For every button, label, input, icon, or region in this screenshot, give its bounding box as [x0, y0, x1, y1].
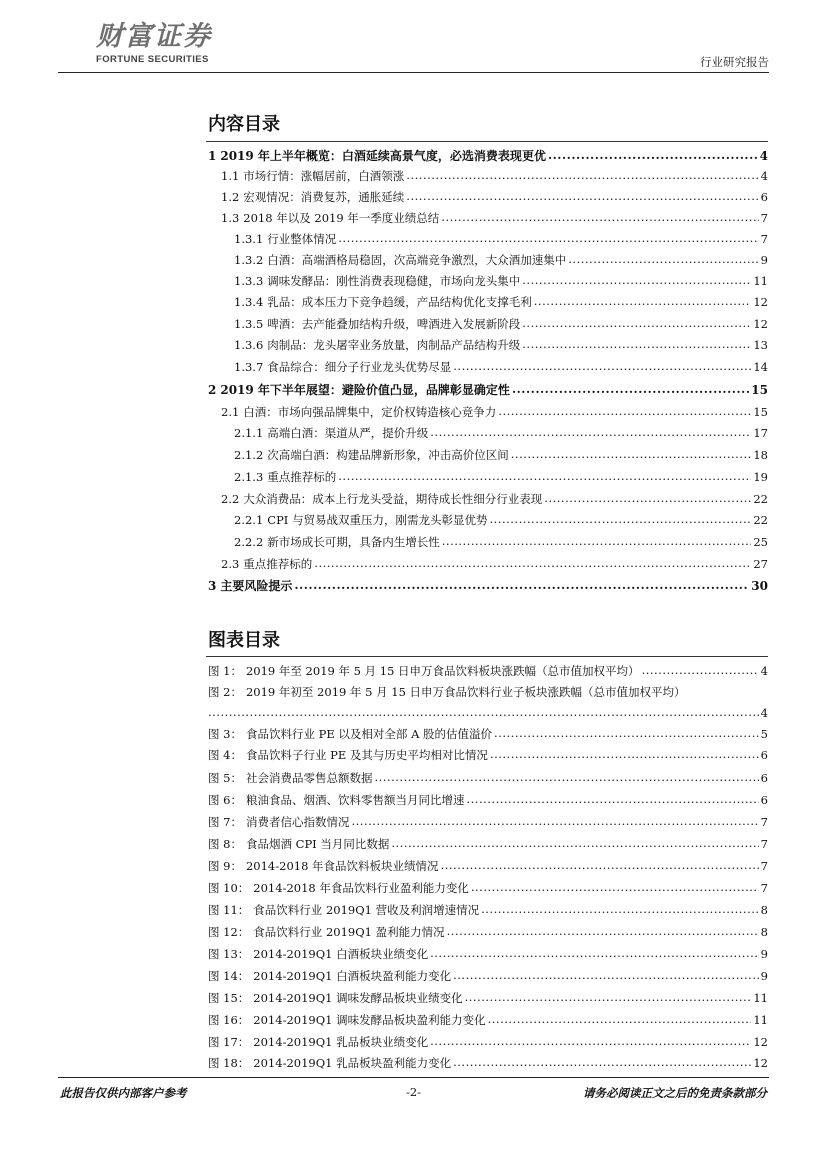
- dot-leader: [488, 1009, 752, 1029]
- figure-entry-label: 图 4：: [208, 748, 242, 762]
- toc-entry-page: 6: [760, 190, 768, 204]
- dot-leader: [494, 723, 759, 743]
- toc-entry-number: 2.1.3: [234, 470, 264, 484]
- toc-entry-number: 1: [208, 149, 217, 163]
- toc-entry-text: 大众消费品：成本上行龙头受益，期待成长性细分行业表现: [243, 492, 543, 506]
- toc-entry-1-3-5[interactable]: [234, 314, 768, 334]
- figure-entry-7[interactable]: [208, 812, 768, 832]
- dot-leader: [544, 488, 751, 508]
- dot-leader: [447, 921, 759, 941]
- figure-entry-11[interactable]: [208, 900, 768, 920]
- toc-entry-2[interactable]: [208, 380, 768, 400]
- dot-leader: [208, 702, 761, 722]
- toc-entry-text: 2018 年以及 2019 年一季度业绩总结: [243, 211, 440, 225]
- dot-leader: [441, 207, 758, 227]
- figure-entry-text: 食品烟酒 CPI 当月同比数据: [245, 837, 390, 851]
- toc-entry-1-3-3[interactable]: [234, 271, 768, 291]
- logo-english-name: FORTUNE SECURITIES: [96, 54, 209, 65]
- dot-leader: [465, 987, 752, 1007]
- toc-entry-number: 2.1.2: [234, 448, 264, 462]
- figure-entry-page: 4: [760, 664, 768, 678]
- figure-entry-page: 5: [760, 727, 768, 741]
- figure-entry-label: 图 9：: [208, 859, 242, 873]
- figure-entry-page: 9: [760, 969, 768, 983]
- figure-entry-label: 图 3：: [208, 727, 242, 741]
- dot-leader: [534, 291, 752, 311]
- toc-entry-page: 11: [753, 274, 768, 288]
- dot-leader: [351, 811, 758, 831]
- toc-entry-text: 食品综合：细分子行业龙头优势尽显: [267, 360, 452, 374]
- toc-entry-page: 17: [753, 426, 768, 440]
- toc-entry-number: 1.1: [221, 169, 240, 183]
- figure-entry-label: 图 11：: [208, 903, 250, 917]
- dot-leader: [511, 444, 752, 464]
- dot-leader: [453, 1052, 751, 1072]
- toc-entry-1-3[interactable]: [221, 208, 768, 228]
- toc-entry-number: 1.3: [221, 211, 240, 225]
- figure-entry-13[interactable]: [208, 944, 768, 964]
- figure-entry-16[interactable]: [208, 1010, 768, 1030]
- figure-entry-label: 图 2：: [208, 685, 242, 699]
- toc-entry-page: 4: [759, 149, 768, 163]
- toc-entry-page: 4: [760, 169, 768, 183]
- toc-entry-1-3-6[interactable]: [234, 335, 768, 355]
- toc-entry-text: 啤酒：去产能叠加结构升级，啤酒进入发展新阶段: [267, 317, 521, 331]
- toc-entry-page: 12: [753, 295, 768, 309]
- toc-entry-page: 13: [753, 338, 768, 352]
- toc-entry-number: 2.1: [221, 405, 240, 419]
- figure-entry-text: 2014-2019Q1 调味发酵品板块盈利能力变化: [253, 1013, 486, 1027]
- dot-leader: [430, 422, 751, 442]
- toc-entry-text: 重点推荐标的: [267, 470, 337, 484]
- figure-entry-text: 食品饮料行业 PE 以及相对全部 A 股的估值溢价: [245, 727, 493, 741]
- toc-entry-1-3-7[interactable]: [234, 357, 768, 377]
- dot-leader: [406, 186, 758, 206]
- figure-entry-text: 2014-2019Q1 调味发酵品板块业绩变化: [253, 991, 463, 1005]
- figure-entry-14[interactable]: [208, 966, 768, 986]
- toc-entry-page: 7: [760, 232, 768, 246]
- figure-entry-page: 11: [753, 1013, 768, 1027]
- figure-entry-page: 6: [760, 771, 768, 785]
- toc-entry-text: 肉制品：龙头屠宰业务放量，肉制品产品结构升级: [267, 338, 521, 352]
- toc-entry-2-2[interactable]: [221, 489, 768, 509]
- footer-disclaimer-left: 此报告仅供内部客户参考: [60, 1086, 187, 1100]
- toc-entry-page: 9: [760, 253, 768, 267]
- figure-entry-label: 图 8：: [208, 837, 242, 851]
- toc-entry-text: 新市场成长可期，具备内生增长性: [267, 535, 440, 549]
- figure-entry-page: 4: [760, 706, 768, 720]
- dot-leader: [522, 313, 751, 333]
- dot-leader: [490, 744, 759, 764]
- footer-divider: [58, 1077, 769, 1078]
- dot-leader: [314, 553, 751, 573]
- figure-entry-4[interactable]: [208, 745, 768, 765]
- toc-entry-text: 市场行情：涨幅居前，白酒领涨: [243, 169, 405, 183]
- page-number: -2-: [405, 1085, 422, 1099]
- figure-entry-3[interactable]: [208, 724, 768, 744]
- dot-leader: [391, 833, 758, 853]
- figure-entry-text: 社会消费品零售总额数据: [245, 771, 373, 785]
- dot-leader: [442, 531, 752, 551]
- dot-leader: [441, 855, 759, 875]
- toc-entry-2-1-3[interactable]: [234, 467, 768, 487]
- toc-entry-page: 19: [753, 470, 768, 484]
- figure-entry-text: 2014-2018 年食品饮料板块业绩情况: [245, 859, 439, 873]
- toc-entry-number: 1.3.2: [234, 253, 264, 267]
- logo-chinese-name: 财富证券: [96, 21, 212, 52]
- dot-leader: [453, 965, 759, 985]
- toc-entry-number: 1.3.5: [234, 317, 264, 331]
- toc-entry-1-3-4[interactable]: [234, 292, 768, 312]
- dot-leader: [522, 334, 751, 354]
- figure-entry-page: 11: [753, 991, 768, 1005]
- toc-entry-text: 2019 年上半年概览：白酒延续高景气度，必选消费表现更优: [220, 149, 546, 163]
- toc-entry-text: 乳品：成本压力下竞争趋缓，产品结构优化支撑毛利: [267, 295, 532, 309]
- toc-entry-number: 1.3.1: [234, 232, 264, 246]
- toc-entry-1-3-2[interactable]: [234, 250, 768, 270]
- toc-entry-page: 15: [753, 405, 768, 419]
- figure-entry-page: 7: [760, 815, 768, 829]
- toc-entry-2-1-1[interactable]: [234, 423, 768, 443]
- figure-entry-page: 7: [760, 859, 768, 873]
- figure-entry-1[interactable]: [208, 661, 768, 681]
- toc-entry-text: 次高端白酒：构建品牌新形象，冲击高价位区间: [267, 448, 509, 462]
- header-divider: [58, 72, 769, 73]
- toc-entry-page: 27: [753, 557, 768, 571]
- toc-title-divider: [206, 141, 768, 142]
- toc-entry-1-1[interactable]: [221, 166, 768, 186]
- figure-entry-5[interactable]: [208, 768, 768, 788]
- toc-entry-number: 2.1.1: [234, 426, 264, 440]
- figure-entry-text: 2014-2018 年食品饮料行业盈利能力变化: [253, 881, 469, 895]
- toc-entry-number: 2.2: [221, 492, 240, 506]
- dot-leader: [294, 575, 749, 595]
- figures-title: 图表目录: [208, 630, 280, 651]
- toc-entry-page: 14: [753, 360, 768, 374]
- toc-entry-2-2-2[interactable]: [234, 532, 768, 552]
- dot-leader: [453, 356, 751, 376]
- toc-entry-page: 22: [753, 492, 768, 506]
- figure-entry-label: 图 5：: [208, 771, 242, 785]
- figure-entry-label: 图 14：: [208, 969, 250, 983]
- figure-entry-text: 2019 年初至 2019 年 5 月 15 日申万食品饮料行业子板块涨跌幅（总市值加权平均）: [245, 685, 686, 699]
- dot-leader: [642, 660, 759, 680]
- toc-entry-number: 2.2.2: [234, 535, 264, 549]
- figure-entry-9[interactable]: [208, 856, 768, 876]
- toc-entry-2-3[interactable]: [221, 554, 768, 574]
- toc-entry-page: 22: [753, 513, 768, 527]
- dot-leader: [548, 145, 758, 165]
- toc-entry-number: 1.2: [221, 190, 240, 204]
- figure-entry-12[interactable]: [208, 922, 768, 942]
- figure-entry-8[interactable]: [208, 834, 768, 854]
- toc-entry-number: 3: [208, 579, 217, 593]
- figure-entry-label: 图 13：: [208, 947, 250, 961]
- figure-entry-label: 图 7：: [208, 815, 242, 829]
- figure-entry-6[interactable]: [208, 790, 768, 810]
- toc-entry-text: 行业整体情况: [267, 232, 337, 246]
- figure-entry-page: 7: [760, 837, 768, 851]
- figure-entry-text: 粮油食品、烟酒、饮料零售额当月同比增速: [245, 793, 465, 807]
- figure-entry-label: 图 16：: [208, 1013, 250, 1027]
- toc-entry-text: 重点推荐标的: [243, 557, 313, 571]
- toc-entry-text: 宏观情况：消费复苏，通胀延续: [243, 190, 405, 204]
- toc-entry-page: 25: [753, 535, 768, 549]
- toc-entry-page: 12: [753, 317, 768, 331]
- toc-entry-text: 2019 年下半年展望：避险价值凸显，品牌彰显确定性: [220, 383, 510, 397]
- toc-entry-number: 2: [208, 383, 217, 397]
- dot-leader: [430, 943, 759, 963]
- figure-entry-page: 12: [753, 1056, 768, 1070]
- figure-entry-text: 2014-2019Q1 乳品板块业绩变化: [253, 1035, 429, 1049]
- figure-entry-17[interactable]: [208, 1032, 768, 1052]
- figure-entry-label: 图 17：: [208, 1035, 250, 1049]
- toc-entry-text: 主要风险提示: [220, 579, 293, 593]
- toc-entry-number: 2.3: [221, 557, 240, 571]
- figure-entry-text: 2014-2019Q1 白酒板块业绩变化: [253, 947, 429, 961]
- toc-title: 内容目录: [208, 114, 280, 135]
- figure-entry-label: 图 1：: [208, 664, 242, 678]
- figure-entry-text: 消费者信心指数情况: [245, 815, 350, 829]
- figure-entry-page: 9: [760, 947, 768, 961]
- figure-entry-15[interactable]: [208, 988, 768, 1008]
- figure-entry-label: 图 15：: [208, 991, 250, 1005]
- dot-leader: [466, 789, 758, 809]
- figure-entry-page: 7: [760, 881, 768, 895]
- dot-leader: [338, 466, 751, 486]
- dot-leader: [481, 899, 759, 919]
- figure-entry-page: 12: [753, 1035, 768, 1049]
- dot-leader: [522, 270, 751, 290]
- toc-entry-number: 2.2.1: [234, 513, 264, 527]
- figure-entry-label: 图 12：: [208, 925, 250, 939]
- dot-leader: [512, 379, 749, 399]
- toc-entry-page: 15: [751, 383, 768, 397]
- footer-disclaimer-right: 请务必阅读正文之后的免责条款部分: [583, 1086, 767, 1100]
- figure-entry-text: 2014-2019Q1 乳品板块盈利能力变化: [253, 1056, 452, 1070]
- dot-leader: [498, 401, 751, 421]
- figure-entry-page: 6: [760, 748, 768, 762]
- figure-entry-10[interactable]: [208, 878, 768, 898]
- figure-entry-text: 食品饮料子行业 PE 及其与历史平均相对比情况: [245, 748, 488, 762]
- toc-entry-text: CPI 与贸易战双重压力，刚需龙头彰显优势: [267, 513, 488, 527]
- figure-entry-text: 食品饮料行业 2019Q1 盈利能力情况: [253, 925, 445, 939]
- dot-leader: [471, 877, 759, 897]
- figure-entry-page: 8: [760, 903, 768, 917]
- figure-entry-2-continuation[interactable]: [208, 703, 768, 723]
- figure-entry-2[interactable]: [208, 682, 768, 702]
- toc-entry-text: 高端白酒：渠道从严，提价升级: [267, 426, 429, 440]
- dot-leader: [568, 249, 758, 269]
- toc-entry-number: 1.3.7: [234, 360, 264, 374]
- company-logo: [96, 22, 256, 65]
- dot-leader: [338, 228, 758, 248]
- figure-entry-page: 8: [760, 925, 768, 939]
- toc-entry-1-3-1[interactable]: [234, 229, 768, 249]
- report-type: 行业研究报告: [700, 55, 769, 69]
- toc-entry-text: 调味发酵品：刚性消费表现稳健，市场向龙头集中: [267, 274, 521, 288]
- dot-leader: [430, 1031, 751, 1051]
- toc-entry-page: 30: [751, 579, 768, 593]
- toc-entry-page: 18: [753, 448, 768, 462]
- dot-leader: [490, 509, 752, 529]
- toc-entry-1[interactable]: [208, 146, 768, 166]
- figure-entry-page: 6: [760, 793, 768, 807]
- toc-entry-page: 7: [760, 211, 768, 225]
- toc-entry-number: 1.3.6: [234, 338, 264, 352]
- dot-leader: [406, 165, 758, 185]
- toc-entry-text: 白酒：市场向强品牌集中，定价权铸造核心竞争力: [243, 405, 497, 419]
- figure-entry-label: 图 10：: [208, 881, 250, 895]
- toc-entry-text: 白酒：高端酒格局稳固，次高端竞争激烈，大众酒加速集中: [267, 253, 567, 267]
- toc-entry-number: 1.3.4: [234, 295, 264, 309]
- toc-entry-1-2[interactable]: [221, 187, 768, 207]
- figure-entry-18[interactable]: [208, 1053, 768, 1073]
- toc-entry-3[interactable]: [208, 576, 768, 596]
- dot-leader: [374, 767, 758, 787]
- figure-entry-text: 2019 年至 2019 年 5 月 15 日申万食品饮料板块涨跌幅（总市值加权平均）: [245, 664, 640, 678]
- figure-entry-label: 图 6：: [208, 793, 242, 807]
- figure-entry-label: 图 18：: [208, 1056, 250, 1070]
- figures-title-divider: [206, 656, 768, 657]
- toc-entry-2-1-2[interactable]: [234, 445, 768, 465]
- toc-entry-2-1[interactable]: [221, 402, 768, 422]
- toc-entry-2-2-1[interactable]: [234, 510, 768, 530]
- toc-entry-number: 1.3.3: [234, 274, 264, 288]
- figure-entry-text: 2014-2019Q1 白酒板块盈利能力变化: [253, 969, 452, 983]
- figure-entry-text: 食品饮料行业 2019Q1 营收及利润增速情况: [253, 903, 480, 917]
